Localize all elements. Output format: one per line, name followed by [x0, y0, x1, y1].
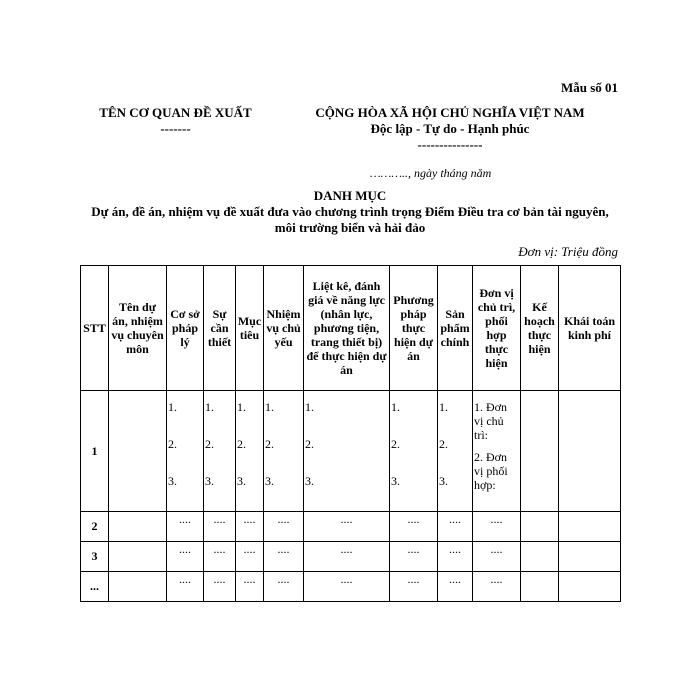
- form-number: Mẫu số 01: [560, 80, 618, 95]
- column-header: Liệt kê, đánh giá về năng lực (nhân lực, phương tiện, trang thiết bị) để thực hiện dự án: [304, 266, 390, 391]
- column-header: Cơ sở pháp lý: [167, 266, 204, 391]
- table-cell: 1. 2. 3.: [167, 391, 204, 512]
- motto: Độc lập - Tự do - Hạnh phúc: [370, 121, 530, 136]
- list-table: [80, 265, 621, 602]
- column-header: Sự cần thiết: [204, 266, 236, 391]
- column-header: Khái toán kinh phí: [559, 266, 621, 391]
- header-row: [81, 266, 621, 391]
- nation-block: [290, 105, 610, 153]
- table-cell: 1. 2. 3.: [204, 391, 236, 512]
- stt-cell: 1: [81, 391, 109, 512]
- motto-divider: ---------------: [417, 137, 483, 152]
- table-cell: 1. 2. 3.: [264, 391, 304, 512]
- title-block: [85, 188, 615, 236]
- table-row: 3 .... .... .... .... .... .... .... ....: [81, 542, 621, 572]
- document-title: DANH MỤC: [313, 188, 387, 203]
- table-cell: 1. 2. 3.: [236, 391, 264, 512]
- stt-cell: ...: [81, 572, 109, 602]
- table-row: 2 .... .... .... .... .... .... .... ....: [81, 512, 621, 542]
- column-header: Sản phẩm chính: [438, 266, 473, 391]
- table-row: [81, 391, 621, 512]
- column-header: Nhiệm vụ chủ yếu: [264, 266, 304, 391]
- table-cell: [521, 391, 559, 512]
- table-cell: [559, 391, 621, 512]
- agency-block: [88, 105, 263, 137]
- column-header: Phương pháp thực hiện dự án: [390, 266, 438, 391]
- column-header: Mục tiêu: [236, 266, 264, 391]
- date-line: ……….., ngày tháng năm: [370, 166, 492, 180]
- agency-divider: -------: [160, 121, 191, 136]
- column-header: Kế hoạch thực hiện: [521, 266, 559, 391]
- table-cell: 1. 2. 3.: [304, 391, 390, 512]
- column-header: STT: [81, 266, 109, 391]
- nation-label: CỘNG HÒA XÃ HỘI CHỦ NGHĨA VIỆT NAM: [315, 105, 585, 120]
- unit-cell: 1. Đơn vị chủ trì: 2. Đơn vị phối hợp:: [473, 391, 521, 512]
- document-subtitle: Dự án, đề án, nhiệm vụ đề xuất đưa vào chương trình trọng Điểm Điều tra cơ bản tài nguyên, môi trường biển và hải đảo: [91, 204, 609, 235]
- table-cell: 1. 2. 3.: [390, 391, 438, 512]
- table-cell: 1. 2. 3.: [438, 391, 473, 512]
- unit-note: Đơn vị: Triệu đồng: [518, 244, 618, 259]
- column-header: Đơn vị chủ trì, phối hợp thực hiện: [473, 266, 521, 391]
- stt-cell: 3: [81, 542, 109, 572]
- column-header: Tên dự án, nhiệm vụ chuyên môn: [109, 266, 167, 391]
- stt-cell: 2: [81, 512, 109, 542]
- table-cell: [109, 391, 167, 512]
- agency-label: TÊN CƠ QUAN ĐỀ XUẤT: [99, 105, 252, 120]
- table-row: ... .... .... .... .... .... .... .... ....: [81, 572, 621, 602]
